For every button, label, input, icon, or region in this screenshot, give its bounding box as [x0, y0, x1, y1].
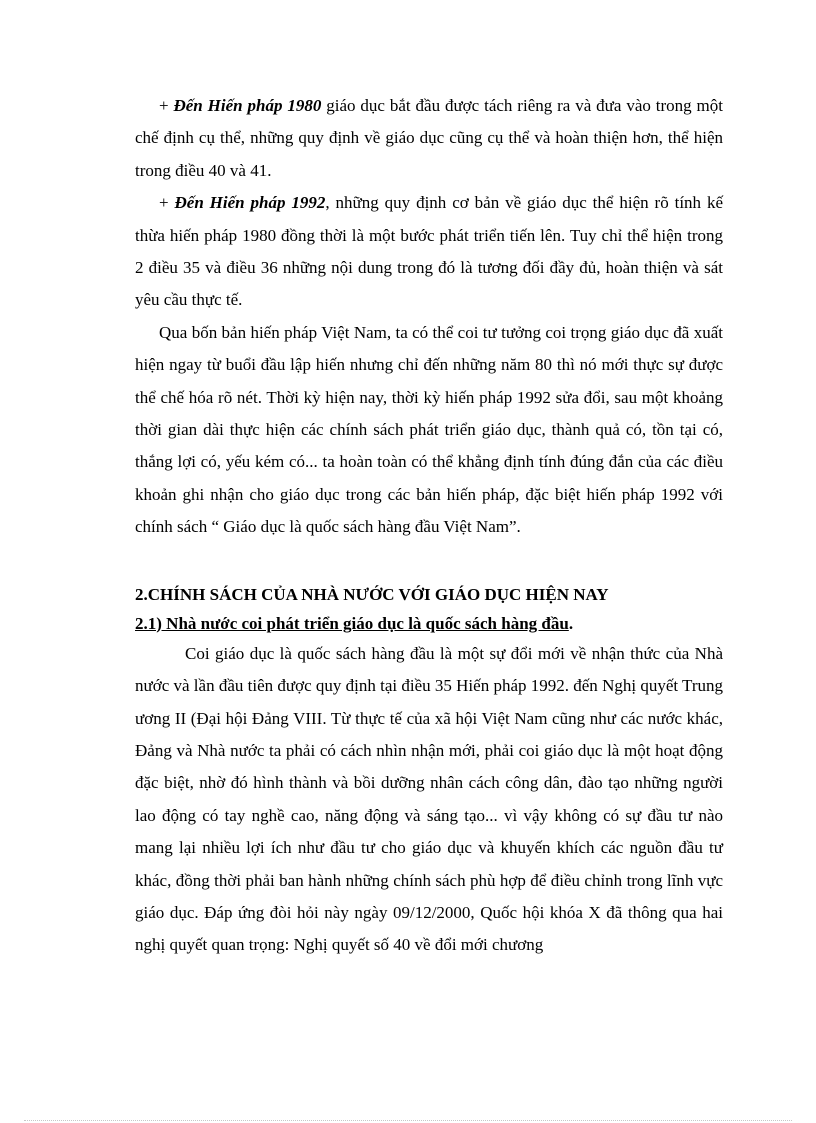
paragraph-text: giáo dục bắt đầu được tách riêng ra và đưa vào trong một chế định cụ thể, những quy định về giáo dục cũng cụ thể và hoàn thiện hơn, thể hiện trong điều 40 và 41. — [135, 96, 723, 180]
paragraph-text: , những quy định cơ bản về giáo dục thể hiện rõ tính kế thừa hiến pháp 1980 đồng thời là một bước phát triển tiến lên. Tuy chỉ thể hiện trong 2 điều 35 và điều 36 những nội dung trong đó là tương đối đầy đủ, hoàn thiện và sát yêu cầu thực tế. — [135, 193, 723, 310]
subsection-heading: 2.1) Nhà nước coi phát triển giáo dục là quốc sách hàng đầu — [135, 613, 569, 633]
subsection-heading-period: . — [568, 613, 574, 633]
emphasis-constitution-1992: Đến Hiến pháp 1992 — [174, 193, 326, 213]
page-bottom-divider — [24, 1120, 792, 1121]
paragraph-summary: Qua bốn bản hiến pháp Việt Nam, ta có thể coi tư tưởng coi trọng giáo dục đã xuất hiện ngay từ buổi đầu lập hiến nhưng chỉ đến những năm 80 thì nó mới thực sự được thể chế hóa rõ nét. Thời kỳ hiện nay, thời kỳ hiến pháp 1992 sửa đổi, sau một khoảng thời gian dài thực hiện các chính sách phát triển giáo dục, thành quả có, tồn tại có, thắng lợi có, yếu kém có... ta hoàn toàn có thể khẳng định tính đúng đắn của các điều khoản ghi nhận cho giáo dục trong các bản hiến pháp, đặc biệt hiến pháp 1992 với chính sách “ Giáo dục là quốc sách hàng đầu Việt Nam”. — [135, 322, 723, 537]
section-heading: 2.CHÍNH SÁCH CỦA NHÀ NƯỚC VỚI GIÁO DỤC HIỆN NAY — [135, 584, 609, 604]
document-page — [135, 90, 723, 962]
bullet-prefix: + — [159, 193, 175, 213]
bullet-prefix: + — [159, 96, 174, 115]
paragraph-education-policy: Coi giáo dục là quốc sách hàng đầu là một sự đổi mới về nhận thức của Nhà nước và lần đầu tiên được quy định tại điều 35 Hiến pháp 1992. đến Nghị quyết Trung ương II (Đại hội Đảng VIII. Từ thực tế của xã hội Việt Nam cũng như các nước khác, Đảng và Nhà nước ta phải có cách nhìn nhận mới, phải coi giáo dục là một hoạt động đặc biệt, nhờ đó hình thành và bồi dưỡng nhân cách công dân, đào tạo những người lao động có tay nghề cao, năng động và sáng tạo... vì vậy không có sự đầu tư nào mang lại nhiều lợi ích như đầu tư cho giáo dục và khuyến khích các nguồn đầu tư khác, đồng thời phải ban hành những chính sách phù hợp để điều chỉnh trong lĩnh vực giáo dục. Đáp ứng đòi hỏi này ngày 09/12/2000, Quốc hội khóa X đã thông qua hai nghị quyết quan trọng: Nghị quyết số 40 về đổi mới chương — [135, 643, 723, 955]
emphasis-constitution-1980: Đến Hiến pháp 1980 — [173, 96, 322, 115]
subsection-heading-row — [135, 610, 723, 638]
paragraph-constitution-1992 — [135, 187, 723, 317]
paragraph-constitution-1980 — [135, 90, 723, 187]
